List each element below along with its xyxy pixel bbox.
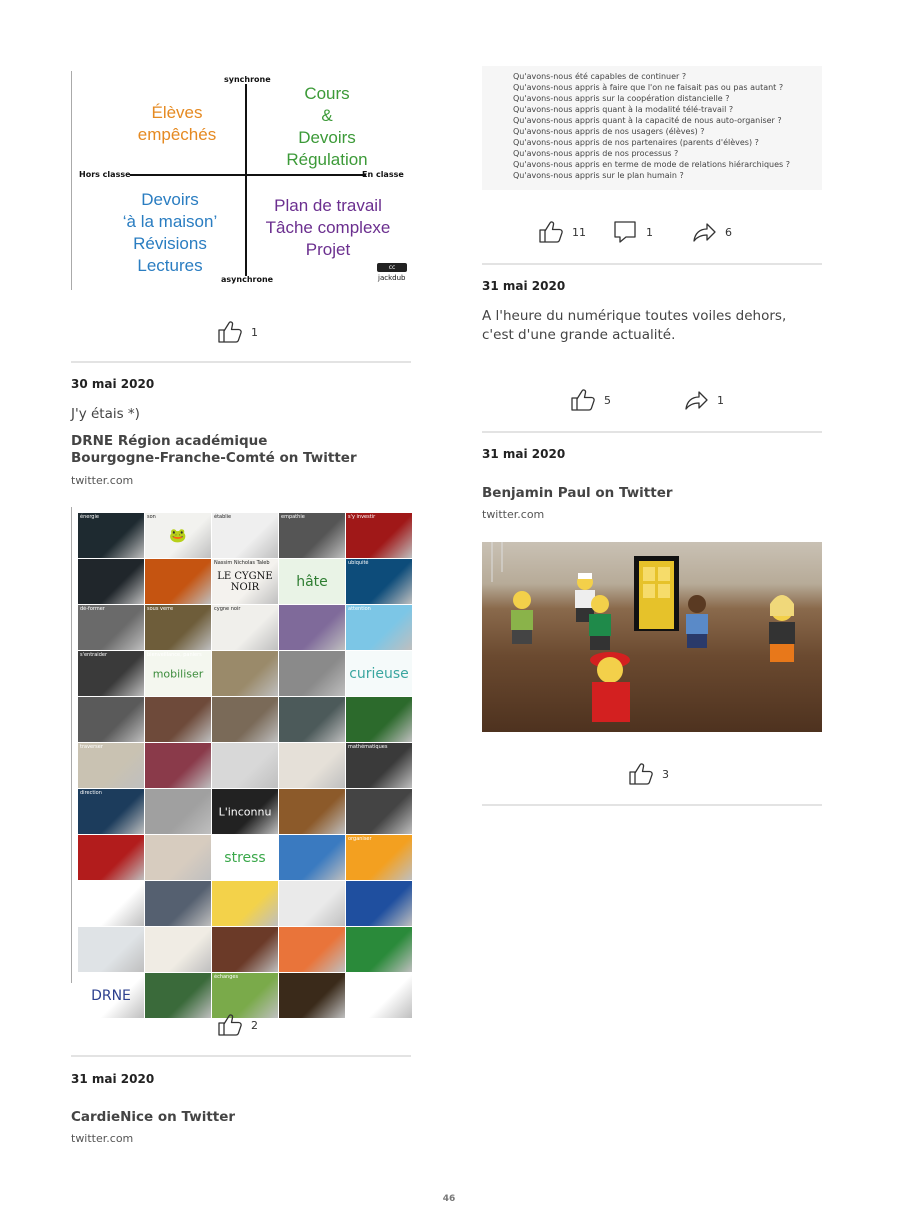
question-line: Qu'avons-nous appris sur la coopération distancielle ?: [513, 94, 730, 103]
link-title[interactable]: Benjamin Paul on Twitter: [482, 485, 673, 501]
mosaic-image[interactable]: [71, 507, 412, 1004]
mosaic-tile-label: sous verre: [147, 606, 174, 612]
like-button[interactable]: [538, 219, 586, 245]
mosaic-tile-word: mobiliser: [152, 667, 204, 680]
quadrant-bottom-right: Plan de travail Tâche complexe Projet: [265, 196, 391, 259]
mosaic-tile: [212, 835, 278, 880]
mosaic-tile: [145, 605, 211, 650]
mosaic-tile-label: mathématiques: [348, 744, 388, 750]
mosaic-tile: [212, 651, 278, 696]
like-count: 1: [251, 325, 258, 339]
post-date: 31 mai 2020: [482, 447, 566, 461]
divider: [482, 263, 822, 265]
mosaic-tile: [212, 927, 278, 972]
like-button[interactable]: [217, 319, 258, 345]
like-button[interactable]: [570, 387, 611, 413]
mosaic-tile: [279, 605, 345, 650]
thumbs-up-icon: [628, 761, 654, 787]
link-title-line2[interactable]: Bourgogne-Franche-Comté on Twitter: [71, 450, 357, 466]
questions-list: [513, 71, 790, 181]
quadrant-diagram: [71, 71, 412, 290]
divider: [482, 431, 822, 433]
lego-photo[interactable]: [482, 542, 822, 732]
mosaic-tile: [145, 651, 211, 696]
mosaic-tile: [346, 559, 412, 604]
mosaic-tile: [78, 513, 144, 558]
mosaic-tile: [279, 559, 345, 604]
mosaic-tile: [145, 697, 211, 742]
mosaic-tile-label: s'entraider: [80, 652, 107, 658]
post2-actions: [570, 387, 724, 413]
post-date: 30 mai 2020: [71, 377, 155, 391]
mosaic-tile: [78, 973, 144, 1018]
mosaic-tile: [212, 513, 278, 558]
divider: [71, 1055, 411, 1057]
horizontal-axis: [130, 174, 366, 176]
mosaic-tile: [78, 743, 144, 788]
mosaic-tile-label: énergie: [80, 514, 99, 520]
like-count: 11: [572, 225, 586, 239]
mosaic-tile: [279, 651, 345, 696]
mosaic-tile: [78, 927, 144, 972]
mosaic-tile: [212, 697, 278, 742]
mosaic-tile: [145, 513, 211, 558]
mosaic-tile-word: L'inconnu: [218, 805, 272, 818]
post1-actions: [538, 219, 732, 245]
link-preview[interactable]: [71, 433, 411, 487]
cc-badge: cc: [377, 263, 407, 272]
quadrant-bottom-left: Devoirs ‘à la maison’ Révisions Lectures: [122, 190, 218, 275]
share-button[interactable]: [691, 219, 732, 245]
question-line: Qu'avons-nous appris quant à la capacité de nous auto-organiser ?: [513, 116, 782, 125]
credit-label: jackdub: [378, 274, 406, 282]
axis-label-left: Hors classe: [79, 170, 131, 179]
vertical-axis: [245, 84, 247, 276]
mosaic-tile-label: s'y investir: [348, 514, 376, 520]
mosaic-tile-label: cygne noir: [214, 606, 241, 612]
mosaic-tile-word: hâte: [296, 573, 328, 590]
mosaic-tile-label: organiser: [348, 836, 372, 842]
mosaic-tile-label: dé-former: [80, 606, 105, 612]
comment-count: 1: [646, 225, 653, 239]
mosaic-tile: [212, 743, 278, 788]
question-line: Qu'avons-nous appris en terme de mode de relations hiérarchiques ?: [513, 160, 790, 169]
mosaic-tile: [78, 835, 144, 880]
mosaic-tile-label: établie: [214, 514, 232, 520]
mosaic-tile-label: attention: [348, 606, 371, 612]
mosaic-tile-label: échanges: [214, 974, 239, 980]
mosaic-tile: [279, 835, 345, 880]
mosaic-tile: [212, 559, 278, 604]
share-icon: [683, 387, 709, 413]
mosaic-tile: [346, 697, 412, 742]
mosaic-tile: [279, 973, 345, 1018]
mosaic-tile-word: LE CYGNE NOIR: [217, 570, 273, 593]
mosaic-tile: [145, 789, 211, 834]
mosaic-tile: [346, 605, 412, 650]
link-domain: twitter.com: [71, 474, 134, 487]
link-title[interactable]: DRNE Région académique: [71, 433, 268, 449]
mosaic-tile: [279, 789, 345, 834]
mosaic-tile-label: son: [147, 514, 156, 520]
axis-label-right: En classe: [362, 170, 404, 179]
question-line: Qu'avons-nous appris de nos processus ?: [513, 149, 679, 158]
like-count: 5: [604, 393, 611, 407]
mosaic-tile-word: curieuse: [349, 665, 409, 682]
mosaic-tile-label: collaboration: [80, 882, 113, 888]
post1-actions: [217, 319, 258, 345]
link-preview[interactable]: [482, 485, 822, 521]
mosaic-tile: [212, 789, 278, 834]
question-line: Qu'avons-nous appris de nos partenaires (parents d'élèves) ?: [513, 138, 759, 147]
divider: [482, 804, 822, 806]
mosaic-tile: [279, 881, 345, 926]
share-count: 1: [717, 393, 724, 407]
mosaic-tile-label: direction: [80, 790, 102, 796]
mosaic-tile: [346, 881, 412, 926]
mosaic-tile-label: traverser: [80, 744, 103, 750]
divider: [71, 361, 411, 363]
like-button[interactable]: [628, 761, 669, 787]
post-date: 31 mai 2020: [71, 1072, 155, 1086]
like-count: 3: [662, 767, 669, 781]
post3-actions: [628, 761, 669, 787]
link-title[interactable]: CardieNice on Twitter: [71, 1109, 236, 1125]
post2-actions: [217, 1012, 258, 1038]
axis-label-bottom: asynchrone: [221, 275, 274, 284]
question-line: Qu'avons-nous appris de nos usagers (élèves) ?: [513, 127, 705, 136]
lego-figures-illustration: [482, 542, 822, 732]
mosaic-tile: [145, 881, 211, 926]
mosaic-tile-label: empathie: [281, 514, 305, 520]
mosaic-tile: [279, 927, 345, 972]
questions-image: [482, 66, 822, 190]
share-icon: [691, 219, 717, 245]
thumbs-up-icon: [538, 219, 564, 245]
mosaic-tile: [78, 651, 144, 696]
mosaic-tile: [145, 835, 211, 880]
quadrant-top-left: Élèves empêchés: [137, 103, 217, 144]
mosaic-tile: [145, 927, 211, 972]
mosaic-tile-word: stress: [224, 849, 266, 866]
axis-label-top: synchrone: [224, 75, 271, 84]
link-preview[interactable]: [71, 1109, 411, 1145]
comment-icon: [612, 219, 638, 245]
share-count: 6: [725, 225, 732, 239]
mosaic-tile: [145, 973, 211, 1018]
mosaic-tile: [212, 605, 278, 650]
page-number: 46: [442, 1194, 456, 1204]
thumbs-up-icon: [570, 387, 596, 413]
link-domain: twitter.com: [71, 1132, 134, 1145]
quadrant-top-right: Cours & Devoirs Régulation: [286, 84, 368, 169]
question-line: Qu'avons-nous été capables de continuer ?: [513, 72, 687, 81]
mosaic-tile: [78, 605, 144, 650]
mosaic-tile: [78, 789, 144, 834]
mosaic-tile: [346, 835, 412, 880]
question-line: Qu'avons-nous appris quant à la modalité télé-travail ?: [513, 105, 734, 114]
mosaic-tile: [279, 697, 345, 742]
question-line: Qu'avons-nous appris à faire que l'on ne faisait pas ou pas autant ?: [513, 83, 784, 92]
thumbs-up-icon: [217, 1012, 243, 1038]
mosaic-tile: [346, 973, 412, 1018]
mosaic-tile: [346, 743, 412, 788]
like-button[interactable]: [217, 1012, 258, 1038]
link-domain: twitter.com: [482, 508, 545, 521]
mosaic-tile: [212, 881, 278, 926]
comment-button[interactable]: [612, 219, 653, 245]
mosaic-tile-label: bienveillance, paniers: [147, 652, 202, 658]
mosaic-tile: [78, 697, 144, 742]
share-button[interactable]: [683, 387, 724, 413]
mosaic-tile: [279, 513, 345, 558]
mosaic-tile: [346, 651, 412, 696]
post-date: 31 mai 2020: [482, 279, 566, 293]
post-text: A l'heure du numérique toutes voiles dehors, c'est d'une grande actualité.: [482, 308, 787, 343]
mosaic-tile-word: 🐸: [169, 527, 187, 544]
post-text: J'y étais *): [71, 406, 140, 422]
mosaic-tile-label: Nassim Nicholas Taleb: [214, 560, 270, 566]
mosaic-tile: [78, 881, 144, 926]
mosaic-tile-word: DRNE: [91, 987, 131, 1004]
mosaic-tile: [346, 927, 412, 972]
mosaic-tile: [346, 789, 412, 834]
like-count: 2: [251, 1018, 258, 1032]
mosaic-tile: [145, 559, 211, 604]
mosaic-tile: [78, 559, 144, 604]
question-line: Qu'avons-nous appris sur le plan humain ?: [513, 171, 684, 180]
thumbs-up-icon: [217, 319, 243, 345]
mosaic-tile: [279, 743, 345, 788]
mosaic-tile-label: ubiquité: [348, 560, 369, 566]
mosaic-tile: [145, 743, 211, 788]
mosaic-tile: [346, 513, 412, 558]
mosaic-grid: [78, 513, 412, 1018]
